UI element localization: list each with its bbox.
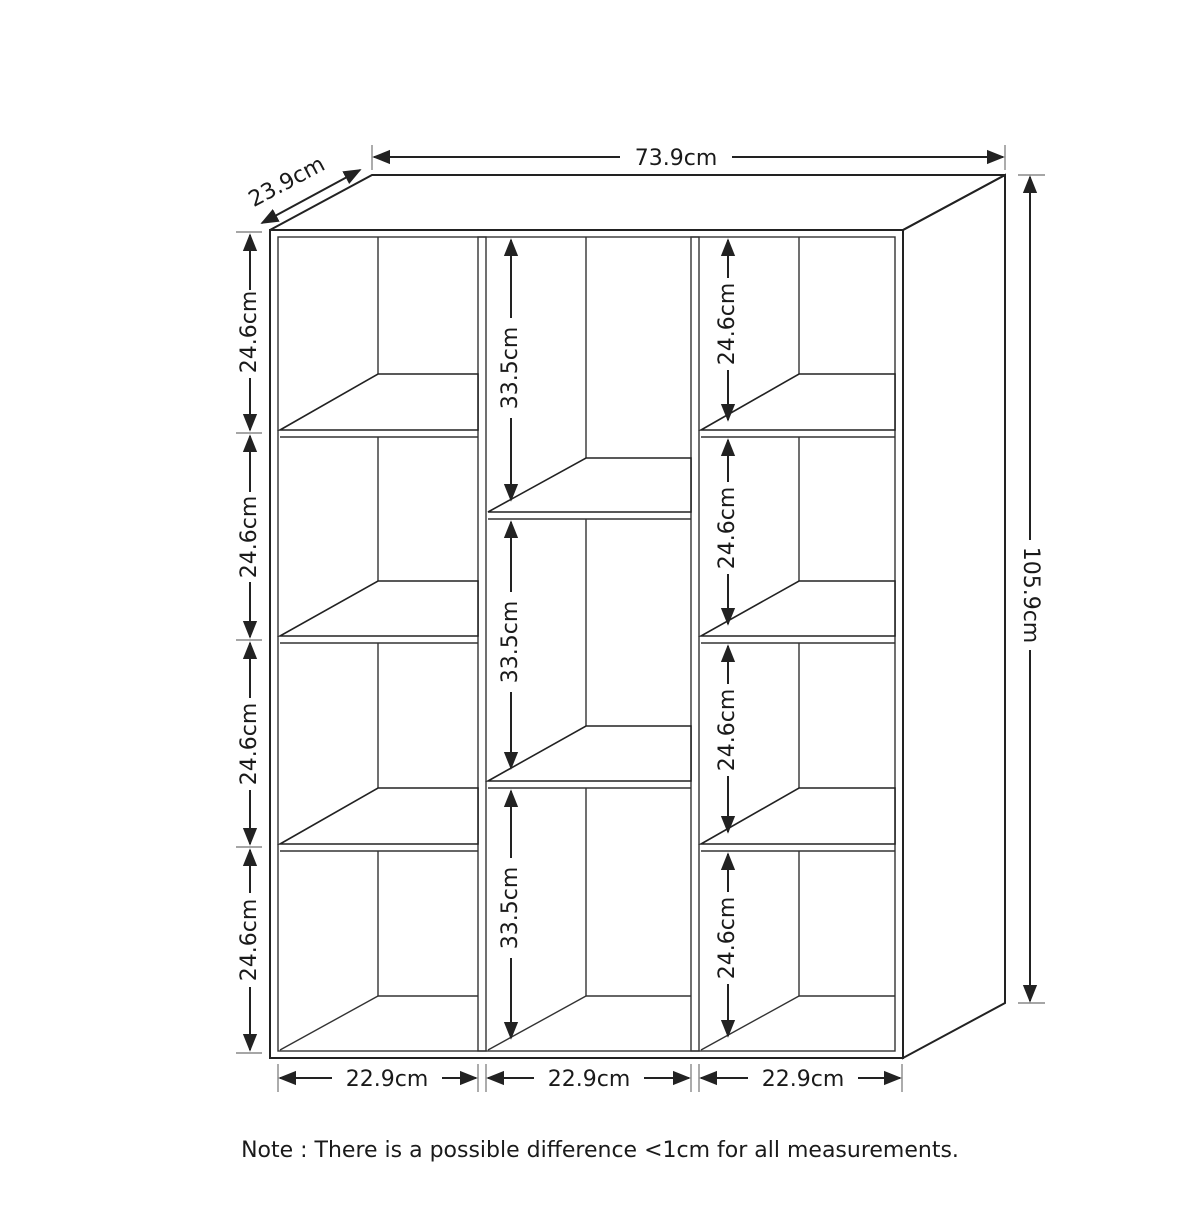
column-width-2: 22.9cm xyxy=(547,1067,631,1092)
column-width-1: 22.9cm xyxy=(345,1067,429,1092)
left-height-2: 24.6cm xyxy=(237,495,262,579)
center-cubby-heights xyxy=(498,240,523,1038)
left-height-4: 24.6cm xyxy=(237,898,262,982)
right-height-1: 24.6cm xyxy=(715,282,740,366)
shelves xyxy=(280,374,895,851)
left-height-1: 24.6cm xyxy=(237,290,262,374)
right-height-4: 24.6cm xyxy=(715,896,740,980)
right-height-3: 24.6cm xyxy=(715,688,740,772)
column-widths xyxy=(278,1064,902,1092)
center-height-2: 33.5cm xyxy=(498,600,523,684)
right-cubby-heights xyxy=(715,240,740,1036)
left-cubby-heights xyxy=(236,232,262,1053)
column-width-3: 22.9cm xyxy=(761,1067,845,1092)
height-dimension xyxy=(1018,175,1045,1003)
overall-height-label: 105.9cm xyxy=(1018,546,1043,644)
center-height-3: 33.5cm xyxy=(498,866,523,950)
center-height-1: 33.5cm xyxy=(498,326,523,410)
left-height-3: 24.6cm xyxy=(237,702,262,786)
width-dimension xyxy=(372,145,1005,171)
measurement-note: Note : There is a possible difference <1cm for all measurements. xyxy=(241,1138,959,1163)
overall-width-label: 73.9cm xyxy=(634,146,718,171)
right-height-2: 24.6cm xyxy=(715,486,740,570)
depth-label: 23.9cm xyxy=(244,151,330,213)
